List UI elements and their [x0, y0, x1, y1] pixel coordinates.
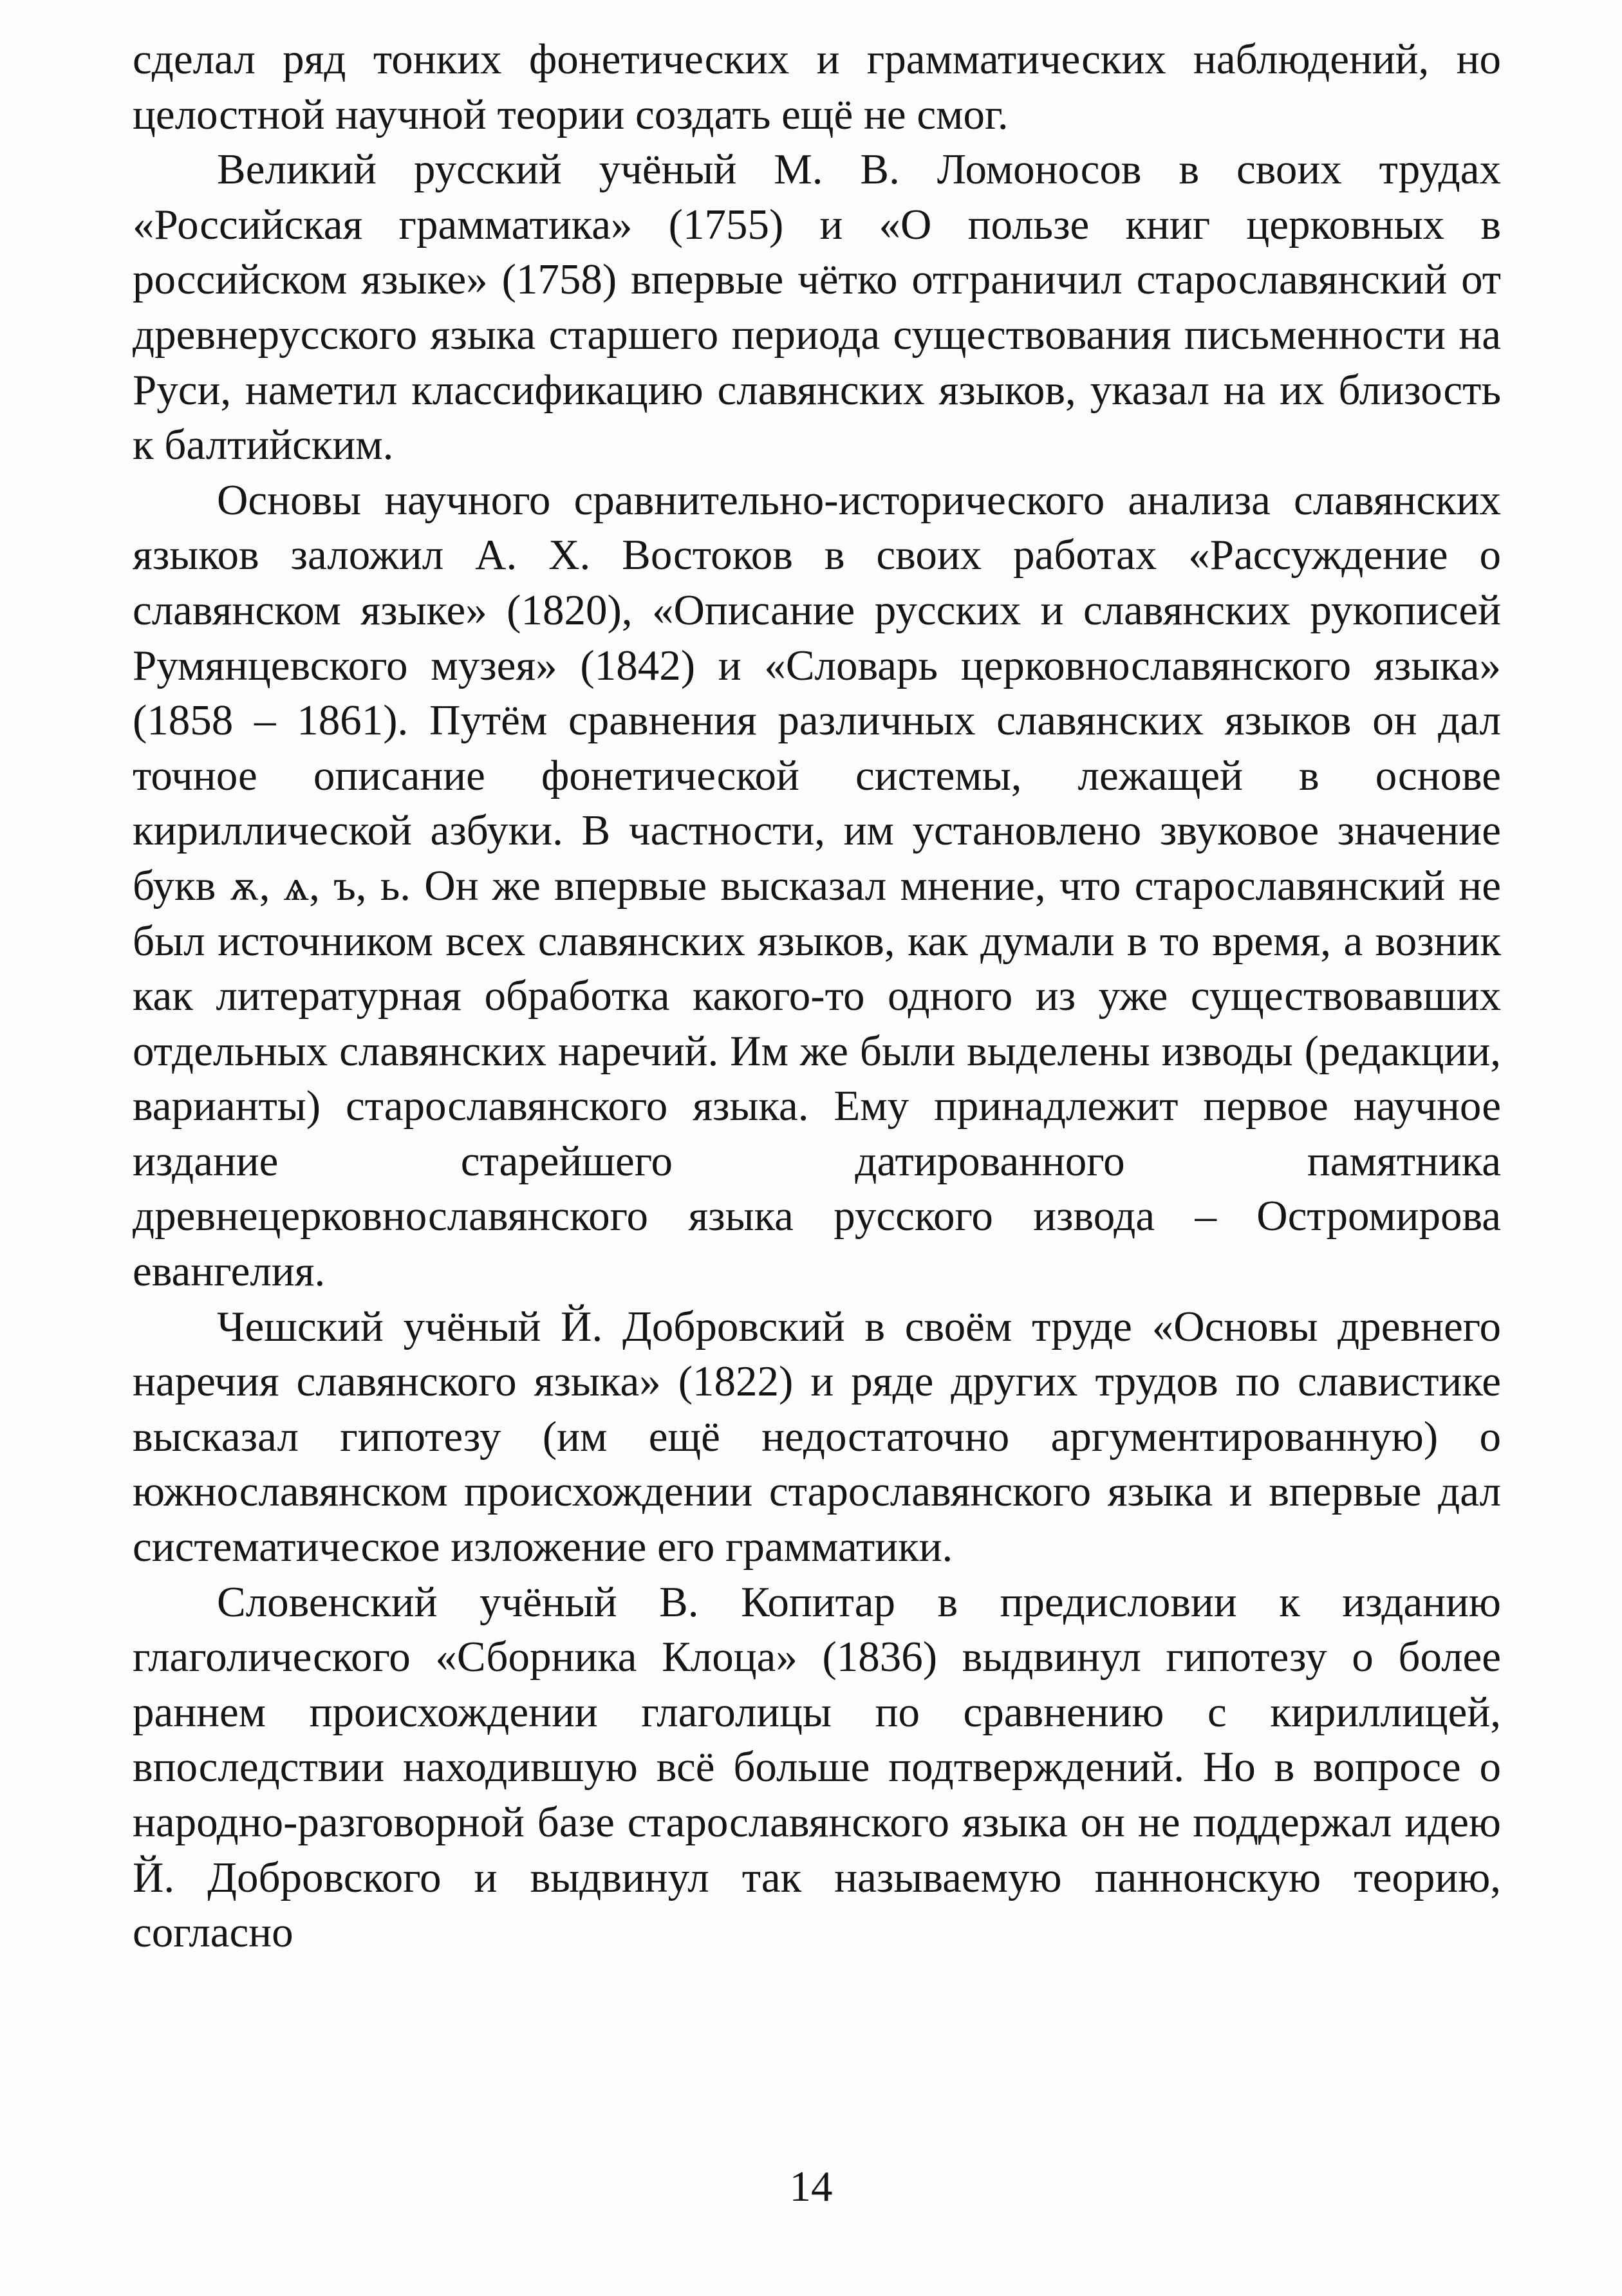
paragraph-kopitar: Словенский учёный В. Копитар в предисловии к изданию глаголического «Сборника Клоца» (1836) выдвинул гипотезу о более раннем происхождении глаголицы по сравнению с кириллицей, впоследствии находившую всё больше подтверждений. Но в вопросе о народно-разговорной базе старославянского языка он не поддержал идею Й. Добровского и выдвинул так называемую паннонскую теорию, согласно	[133, 1578, 1501, 1957]
paragraph-vostokov: Основы научного сравнительно-исторического анализа славянских языков заложил А. Х. Востоков в своих работах «Рассуждение о славянском языке» (1820), «Описание русских и славянских рукописей Румянцевского музея» (1842) и «Словарь церковнославянского языка» (1858 – 1861). Путём сравнения различных славянских языков он дал точное описание фонетической системы, лежащей в основе кириллической азбуки. В частности, им установлено звуковое значение букв ѫ, ѧ, ъ, ь. Он же впервые высказал мнение, что старославянский не был источником всех славянских языков, как думали в то время, а возник как литературная обработка какого-то одного из уже существовавших отдельных славянских наречий. Им же были выделены изводы (редакции, варианты) старославянского языка. Ему принадлежит первое научное издание старейшего датированного памятника древнецерковнославянского языка русского извода – Остромирова евангелия.	[133, 476, 1501, 1296]
page-number: 14	[789, 2163, 833, 2210]
body-text	[133, 32, 1501, 1961]
paragraph-lomonosov: Великий русский учёный М. В. Ломоносов в своих трудах «Российская грамматика» (1755) и «О пользе книг церковных в российском языке» (1758) впервые чётко отграничил старославянский от древнерусского языка старшего периода существования письменности на Руси, наметил классификацию славянских языков, указал на их близость к балтийским.	[133, 145, 1501, 469]
paragraph-dobrovsky: Чешский учёный Й. Добровский в своём труде «Основы древнего наречия славянского языка» (1822) и ряде других трудов по славистике высказал гипотезу (им ещё недостаточно аргументированную) о южнославянском происхождении старославянского языка и впервые дал систематическое изложение его грамматики.	[133, 1302, 1501, 1571]
paragraph-continuation: сделал ряд тонких фонетических и грамматических наблюдений, но целостной научной теории создать ещё не смог.	[133, 35, 1501, 138]
